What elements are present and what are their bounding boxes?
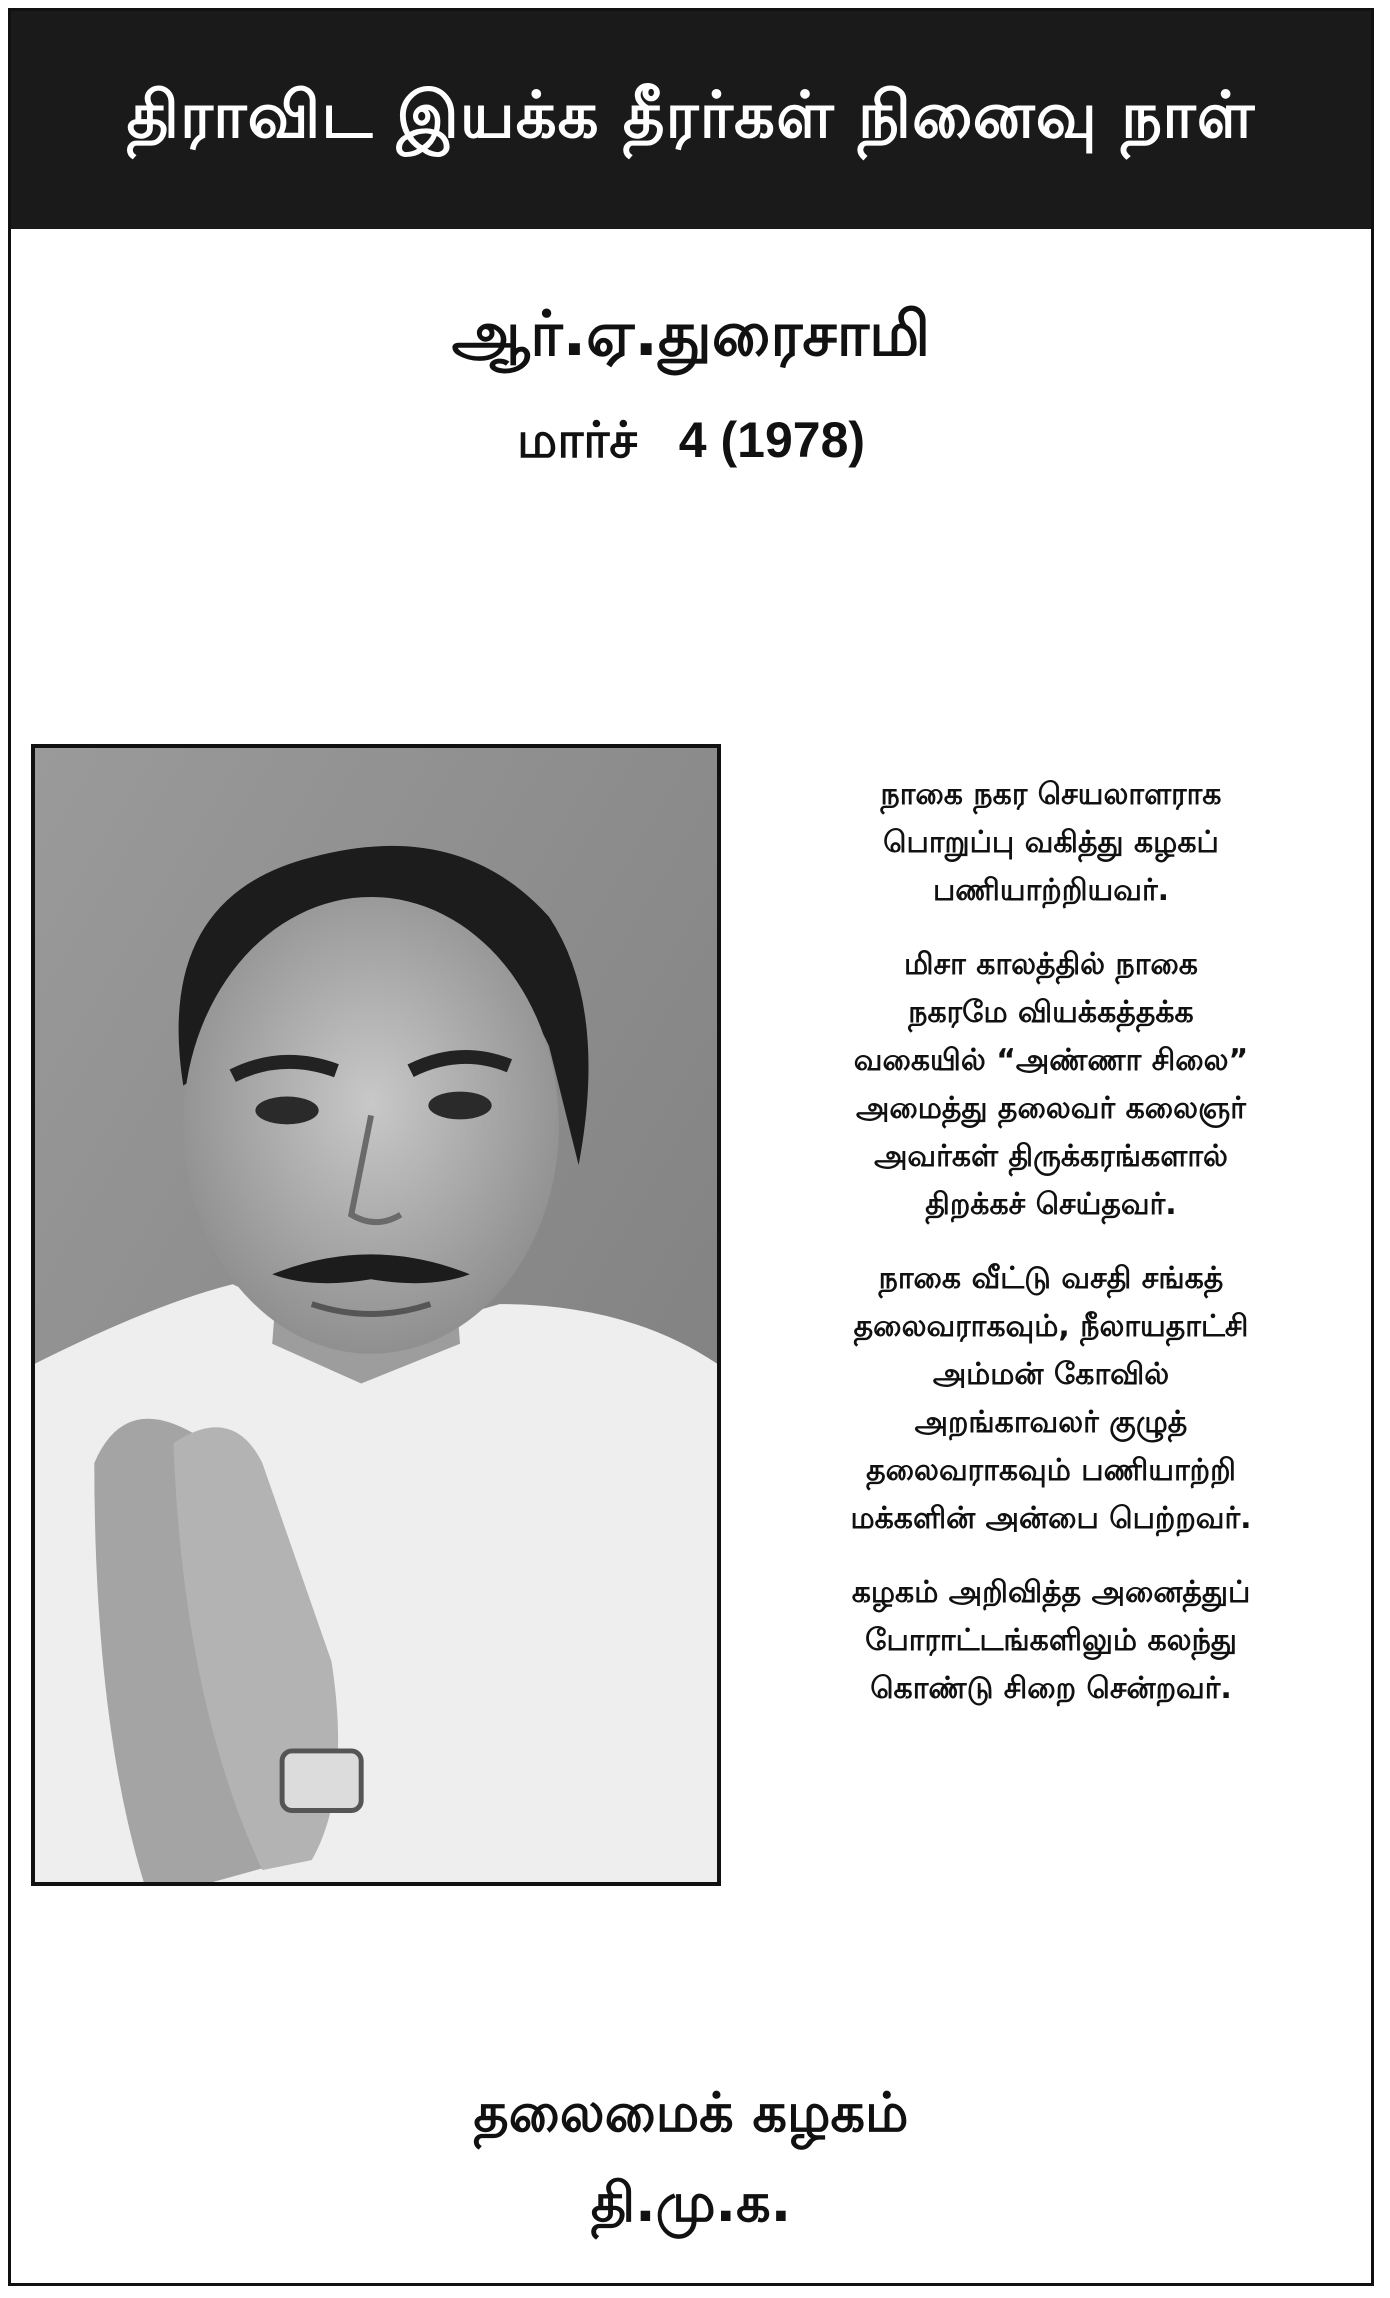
footer-party-name: தி.மு.க.: [590, 2171, 792, 2234]
bio-line: வகையில் “அண்ணா சிலை”: [853, 1043, 1249, 1078]
banner-title: திராவிட இயக்க தீரர்கள் நினைவு நாள்: [126, 79, 1256, 153]
bio-line: நகரமே வியக்கத்தக்க: [908, 995, 1194, 1030]
bio-line: நாகை வீட்டு வசதி சங்கத்: [878, 1261, 1224, 1296]
bio-line: அவர்கள் திருக்கரங்களால்: [874, 1139, 1228, 1174]
person-name: ஆர்.ஏ.துரைசாமி: [451, 297, 931, 370]
bio-line: மக்களின் அன்பை பெற்றவர்.: [850, 1501, 1252, 1536]
bio-paragraph: [741, 941, 1361, 1229]
bio-line: பணியாற்றியவர்.: [932, 873, 1170, 908]
bio-line: பொறுப்பு வகித்து கழகப்: [883, 825, 1219, 860]
bio-paragraph: [741, 1569, 1361, 1713]
bio-line: தலைவராகவும், நீலாயதாட்சி: [853, 1309, 1249, 1344]
bio-line: போராட்டங்களிலும் கலந்து: [865, 1623, 1237, 1658]
bio-line: நாகை நகர செயலாளராக: [880, 777, 1222, 812]
bio-paragraph: [741, 771, 1361, 915]
bio-line: அறங்காவலர் குழுத்: [914, 1405, 1188, 1440]
bio-paragraph: [741, 1255, 1361, 1543]
bio-line: தலைவராகவும் பணியாற்றி: [866, 1453, 1236, 1488]
person-date: மார்ச் 4 (1978): [516, 412, 866, 468]
bio-line: திறக்கச் செய்தவர்.: [925, 1187, 1177, 1222]
bio-line: அம்மன் கோவில்: [932, 1357, 1170, 1392]
bio-line: கழகம் அறிவித்த அனைத்துப்: [851, 1575, 1251, 1610]
biography: [741, 771, 1361, 1739]
bio-line: கொண்டு சிறை சென்றவர்.: [870, 1671, 1232, 1706]
portrait-image: [35, 748, 717, 1882]
header-banner: [11, 11, 1371, 229]
bio-line: அமைத்து தலைவர் கலைஞர்: [856, 1091, 1246, 1126]
footer-organization: தலைமைக் கழகம்: [473, 2081, 909, 2144]
memorial-notice: [8, 8, 1374, 2286]
portrait-photo: [31, 744, 721, 1886]
bio-line: மிசா காலத்தில் நாகை: [904, 947, 1198, 982]
